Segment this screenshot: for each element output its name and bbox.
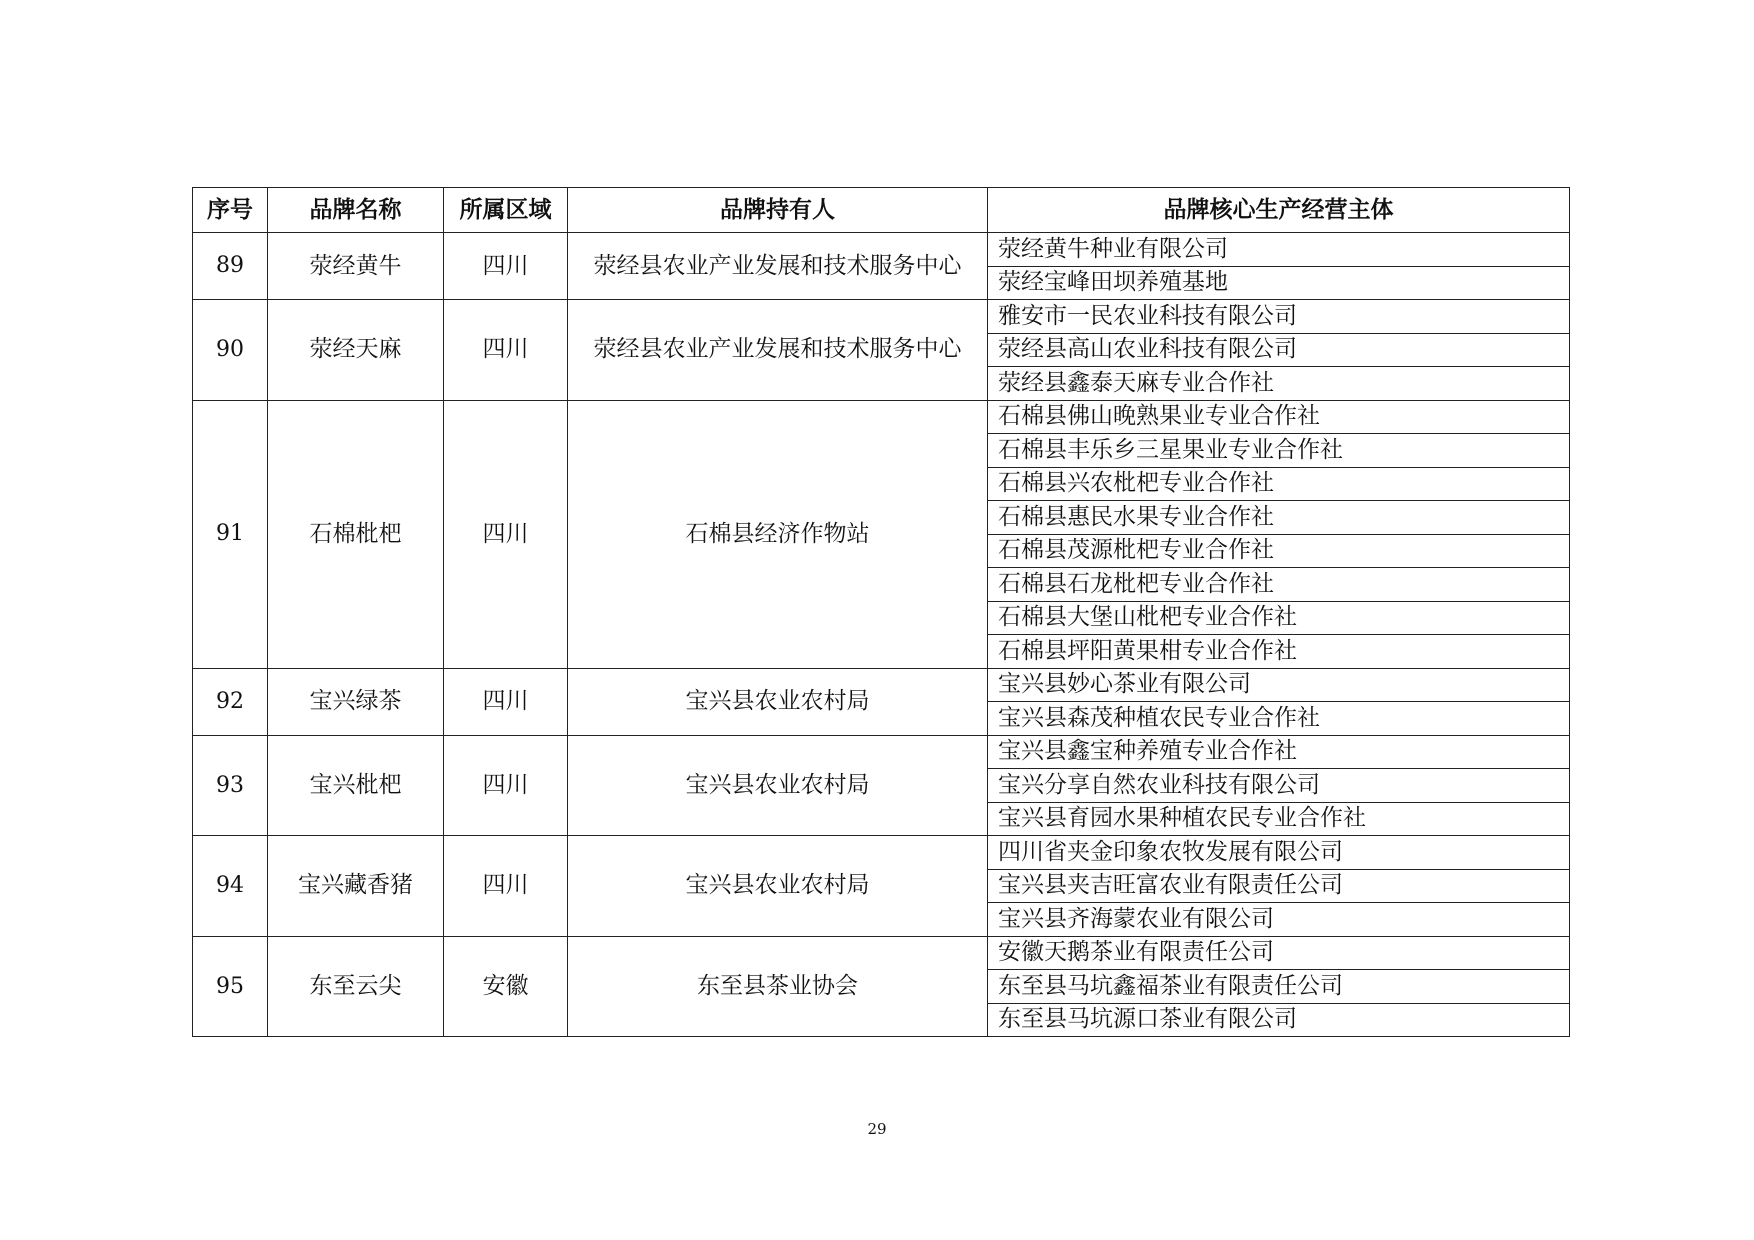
cell-core-entity: 宝兴县育园水果种植农民专业合作社 xyxy=(988,802,1570,836)
table-body xyxy=(193,233,1570,1037)
cell-no: 90 xyxy=(193,300,268,401)
page-number: 29 xyxy=(867,1120,887,1138)
table-row xyxy=(193,300,1570,334)
cell-core-entity: 宝兴县夹吉旺富农业有限责任公司 xyxy=(988,869,1570,903)
cell-region: 四川 xyxy=(444,735,568,836)
cell-core-entity: 石棉县惠民水果专业合作社 xyxy=(988,501,1570,535)
header-brand-name: 品牌名称 xyxy=(268,188,444,233)
cell-no: 92 xyxy=(193,668,268,735)
cell-brand-holder: 宝兴县农业农村局 xyxy=(568,836,988,937)
cell-brand-holder: 宝兴县农业农村局 xyxy=(568,668,988,735)
cell-brand-name: 荥经黄牛 xyxy=(268,233,444,300)
cell-region: 四川 xyxy=(444,300,568,401)
cell-core-entity: 东至县马坑源口茶业有限公司 xyxy=(988,1003,1570,1037)
cell-brand-name: 石棉枇杷 xyxy=(268,400,444,668)
cell-core-entity: 雅安市一民农业科技有限公司 xyxy=(988,300,1570,334)
cell-core-entity: 荥经宝峰田坝养殖基地 xyxy=(988,266,1570,300)
cell-no: 89 xyxy=(193,233,268,300)
cell-core-entity: 石棉县佛山晚熟果业专业合作社 xyxy=(988,400,1570,434)
cell-brand-holder: 东至县茶业协会 xyxy=(568,936,988,1037)
cell-core-entity: 荥经县高山农业科技有限公司 xyxy=(988,333,1570,367)
cell-core-entity: 安徽天鹅茶业有限责任公司 xyxy=(988,936,1570,970)
cell-brand-name: 宝兴枇杷 xyxy=(268,735,444,836)
cell-core-entity: 宝兴分享自然农业科技有限公司 xyxy=(988,769,1570,803)
cell-core-entity: 宝兴县森茂种植农民专业合作社 xyxy=(988,702,1570,736)
cell-no: 94 xyxy=(193,836,268,937)
cell-brand-holder: 荥经县农业产业发展和技术服务中心 xyxy=(568,233,988,300)
table-row xyxy=(193,400,1570,434)
header-region: 所属区域 xyxy=(444,188,568,233)
header-brand-holder: 品牌持有人 xyxy=(568,188,988,233)
cell-brand-name: 宝兴藏香猪 xyxy=(268,836,444,937)
cell-region: 四川 xyxy=(444,233,568,300)
header-no: 序号 xyxy=(193,188,268,233)
cell-brand-name: 宝兴绿茶 xyxy=(268,668,444,735)
brand-table xyxy=(192,187,1570,1037)
cell-core-entity: 石棉县石龙枇杷专业合作社 xyxy=(988,568,1570,602)
header-core-entities: 品牌核心生产经营主体 xyxy=(988,188,1570,233)
cell-brand-holder: 荥经县农业产业发展和技术服务中心 xyxy=(568,300,988,401)
table-row xyxy=(193,233,1570,267)
table-row xyxy=(193,735,1570,769)
cell-core-entity: 宝兴县鑫宝种养殖专业合作社 xyxy=(988,735,1570,769)
table-row xyxy=(193,936,1570,970)
cell-core-entity: 荥经黄牛种业有限公司 xyxy=(988,233,1570,267)
table-row xyxy=(193,836,1570,870)
cell-core-entity: 石棉县大堡山枇杷专业合作社 xyxy=(988,601,1570,635)
cell-core-entity: 宝兴县妙心茶业有限公司 xyxy=(988,668,1570,702)
cell-brand-name: 东至云尖 xyxy=(268,936,444,1037)
cell-core-entity: 荥经县鑫泰天麻专业合作社 xyxy=(988,367,1570,401)
cell-region: 四川 xyxy=(444,400,568,668)
cell-core-entity: 石棉县坪阳黄果柑专业合作社 xyxy=(988,635,1570,669)
cell-core-entity: 东至县马坑鑫福茶业有限责任公司 xyxy=(988,970,1570,1004)
cell-brand-holder: 石棉县经济作物站 xyxy=(568,400,988,668)
cell-brand-name: 荥经天麻 xyxy=(268,300,444,401)
cell-core-entity: 四川省夹金印象农牧发展有限公司 xyxy=(988,836,1570,870)
cell-region: 安徽 xyxy=(444,936,568,1037)
cell-core-entity: 石棉县丰乐乡三星果业专业合作社 xyxy=(988,434,1570,468)
cell-core-entity: 石棉县茂源枇杷专业合作社 xyxy=(988,534,1570,568)
cell-core-entity: 宝兴县齐海蒙农业有限公司 xyxy=(988,903,1570,937)
cell-brand-holder: 宝兴县农业农村局 xyxy=(568,735,988,836)
cell-no: 95 xyxy=(193,936,268,1037)
table-row xyxy=(193,668,1570,702)
cell-no: 93 xyxy=(193,735,268,836)
cell-region: 四川 xyxy=(444,836,568,937)
cell-region: 四川 xyxy=(444,668,568,735)
table-header-row xyxy=(193,188,1570,233)
cell-no: 91 xyxy=(193,400,268,668)
cell-core-entity: 石棉县兴农枇杷专业合作社 xyxy=(988,467,1570,501)
